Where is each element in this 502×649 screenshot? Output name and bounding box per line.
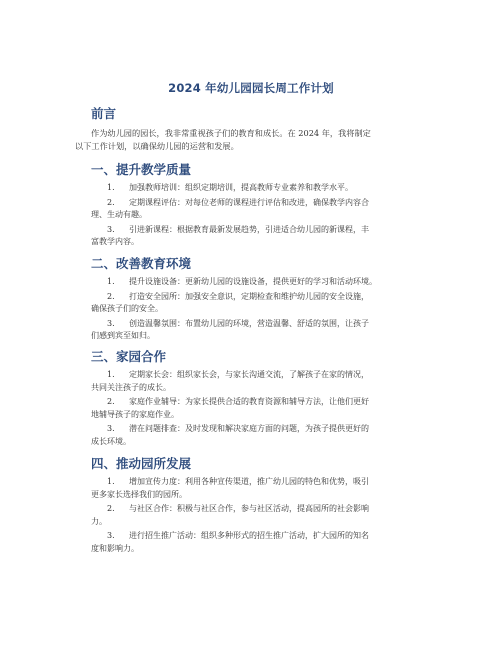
preface-heading: 前言 bbox=[91, 106, 117, 121]
list-item bbox=[75, 423, 435, 448]
item-text: 打造安全园所：加强安全意识，定期检查和维护幼儿园的安全设施， bbox=[129, 291, 369, 301]
list-item bbox=[75, 197, 435, 222]
item-number: 3. bbox=[107, 224, 115, 234]
document-title: 2024 年幼儿园园长周工作计划 bbox=[168, 81, 334, 95]
section-heading: 一、提升教学质量 bbox=[91, 162, 192, 177]
item-text-continued: 度和影响力。 bbox=[91, 543, 139, 553]
list-item bbox=[75, 224, 435, 249]
item-text-continued: 共同关注孩子的成长。 bbox=[91, 382, 171, 392]
item-number: 2. bbox=[107, 291, 115, 301]
item-text: 增加宣传力度：利用各种宣传渠道，推广幼儿园的特色和优势，吸引 bbox=[129, 477, 369, 486]
list-item bbox=[75, 503, 435, 528]
item-text: 引进新课程：根据教育最新发展趋势，引进适合幼儿园的新课程，丰 bbox=[129, 224, 369, 234]
list-item bbox=[75, 530, 435, 555]
section-teaching-quality bbox=[75, 162, 435, 251]
section-kindergarten-development bbox=[75, 456, 435, 557]
list-item bbox=[75, 291, 435, 316]
preface-paragraph bbox=[75, 127, 435, 153]
item-number: 1. bbox=[107, 277, 115, 286]
preface-line: 以下工作计划，以确保幼儿园的运营和发展。 bbox=[75, 141, 239, 151]
item-text-continued: 们感到宾至如归。 bbox=[91, 331, 155, 340]
item-text-continued: 理、生动有趣。 bbox=[91, 210, 147, 219]
item-number: 3. bbox=[107, 318, 115, 328]
section-heading: 三、家园合作 bbox=[91, 349, 167, 364]
item-number: 3. bbox=[107, 424, 115, 433]
item-number: 3. bbox=[107, 531, 115, 540]
list-item bbox=[75, 276, 435, 289]
item-text-continued: 富教学内容。 bbox=[91, 237, 139, 246]
item-text-continued: 力。 bbox=[91, 516, 107, 526]
list-item bbox=[75, 369, 435, 394]
item-text: 提升设施设备：更新幼儿园的设施设备，提供更好的学习和活动环境。 bbox=[129, 277, 377, 286]
item-text: 加强教师培训：组织定期培训，提高教师专业素养和教学水平。 bbox=[129, 183, 353, 192]
list-item bbox=[75, 318, 435, 343]
list-item bbox=[75, 396, 435, 421]
item-number: 1. bbox=[107, 370, 115, 379]
item-text: 家庭作业辅导：为家长提供合适的教育资源和辅导方法，让他们更好 bbox=[129, 397, 369, 406]
item-text: 定期家长会：组织家长会，与家长沟通交流，了解孩子在家的情况， bbox=[129, 370, 369, 379]
item-text: 潜在问题排查：及时发现和解决家庭方面的问题，为孩子提供更好的 bbox=[129, 424, 369, 433]
item-text: 进行招生推广活动：组织多种形式的招生推广活动，扩大园所的知名 bbox=[129, 531, 369, 540]
item-text: 与社区合作：积极与社区合作，参与社区活动，提高园所的社会影响 bbox=[129, 504, 369, 513]
section-home-school-cooperation bbox=[75, 349, 435, 450]
item-number: 1. bbox=[107, 477, 115, 486]
item-number: 2. bbox=[107, 504, 115, 513]
item-number: 2. bbox=[107, 197, 115, 207]
list-item bbox=[75, 476, 435, 501]
section-education-environment bbox=[75, 256, 435, 345]
list-item bbox=[75, 182, 435, 195]
item-text: 定期课程评估：对每位老师的课程进行评估和改进，确保教学内容合 bbox=[129, 197, 369, 207]
item-text-continued: 确保孩子们的安全。 bbox=[91, 304, 163, 313]
item-number: 2. bbox=[107, 397, 115, 406]
item-text-continued: 更多家长选择我们的园所。 bbox=[91, 489, 187, 499]
section-heading: 四、推动园所发展 bbox=[91, 456, 192, 471]
item-text: 创造温馨氛围：布置幼儿园的环境，营造温馨、舒适的氛围，让孩子 bbox=[129, 318, 369, 328]
preface-line: 作为幼儿园的园长，我非常重视孩子们的教育和成长。在 2024 年，我将制定 bbox=[91, 128, 371, 138]
section-heading: 二、改善教育环境 bbox=[91, 256, 192, 271]
item-text-continued: 地辅导孩子的家庭作业。 bbox=[91, 409, 179, 419]
item-text-continued: 成长环境。 bbox=[91, 436, 131, 446]
item-number: 1. bbox=[107, 183, 115, 192]
